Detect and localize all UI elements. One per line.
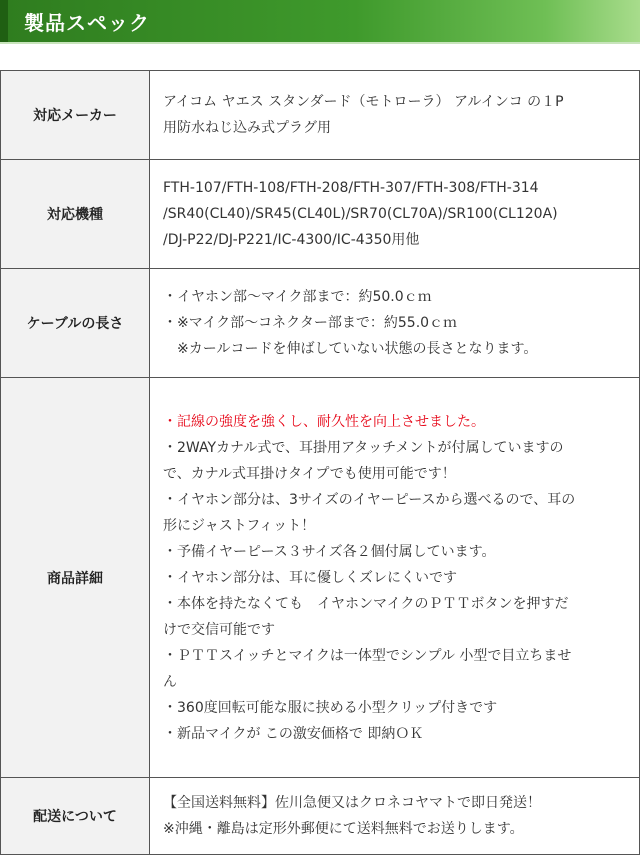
value-line: ※沖縄・離島は定形外郵便にて送料無料でお送りします。 — [163, 821, 524, 837]
value-line: ・新品マイクが この激安価格で 即納ＯＫ — [163, 725, 424, 742]
value-line: ・本体を持たなくても イヤホンマイクのＰＴＴボタンを押すだ — [163, 595, 569, 612]
value-line: けで交信可能です — [163, 621, 275, 638]
value-line: /DJ-P22/DJ-P221/IC-4300/IC-4350用他 — [163, 232, 420, 248]
row-label-shipping: 配送について — [1, 778, 150, 855]
value-line: ・イヤホン部分は、耳に優しくズレにくいです — [163, 569, 457, 586]
section-title: 製品スペック — [24, 11, 150, 35]
row-value-maker — [150, 71, 640, 160]
value-line: ・イヤホン部分は、3サイズのイヤーピースから選べるので、耳の — [163, 491, 576, 508]
value-line: ・ＰＴＴスイッチとマイクは一体型でシンプル 小型で目立ちませ — [163, 647, 572, 664]
value-line: で、カナル式耳掛けタイプでも使用可能です！ — [163, 465, 456, 482]
value-line: ※カールコードを伸ばしていない状態の長さとなります。 — [163, 341, 538, 357]
row-label-cable-length: ケーブルの長さ — [1, 269, 150, 378]
value-line: ・360度回転可能な服に挟める小型クリップ付きです — [163, 699, 498, 716]
value-line: ・予備イヤーピース３サイズ各２個付属しています。 — [163, 543, 496, 560]
table-row — [1, 269, 640, 378]
value-line: FTH-107/FTH-108/FTH-208/FTH-307/FTH-308/FTH-314 — [163, 180, 539, 196]
value-line: /SR40(CL40)/SR45(CL40L)/SR70(CL70A)/SR100(CL120A) — [163, 206, 558, 222]
value-line: 形にジャストフィット！ — [163, 517, 316, 534]
table-row — [1, 160, 640, 269]
value-line: ・※マイク部〜コネクター部まで：約55.0ｃｍ — [163, 315, 458, 331]
row-label-details: 商品詳細 — [1, 378, 150, 778]
header-divider — [0, 42, 640, 44]
row-value-models — [150, 160, 640, 269]
row-label-models: 対応機種 — [1, 160, 150, 269]
value-line: ・イヤホン部〜マイク部まで：約50.0ｃｍ — [163, 289, 432, 305]
value-line: ・2WAYカナル式で、耳掛用アタッチメントが付属していますの — [163, 439, 564, 456]
table-row — [1, 378, 640, 778]
value-line: アイコム ヤエス スタンダード（モトローラ） アルインコ の１P — [163, 94, 564, 110]
highlight-line: ・記線の強度を強くし、耐久性を向上させました。 — [163, 413, 485, 430]
table-row — [1, 778, 640, 855]
table-row — [1, 71, 640, 160]
value-line: ん — [163, 673, 177, 690]
row-value-details — [150, 378, 640, 778]
row-label-maker: 対応メーカー — [1, 71, 150, 160]
value-line: 用防水ねじ込み式プラグ用 — [163, 120, 331, 136]
section-header — [0, 0, 640, 42]
spec-table — [0, 70, 640, 855]
value-line: 【全国送料無料】佐川急便又はクロネコヤマトで即日発送！ — [163, 795, 541, 811]
row-value-shipping — [150, 778, 640, 855]
row-value-cable-length — [150, 269, 640, 378]
